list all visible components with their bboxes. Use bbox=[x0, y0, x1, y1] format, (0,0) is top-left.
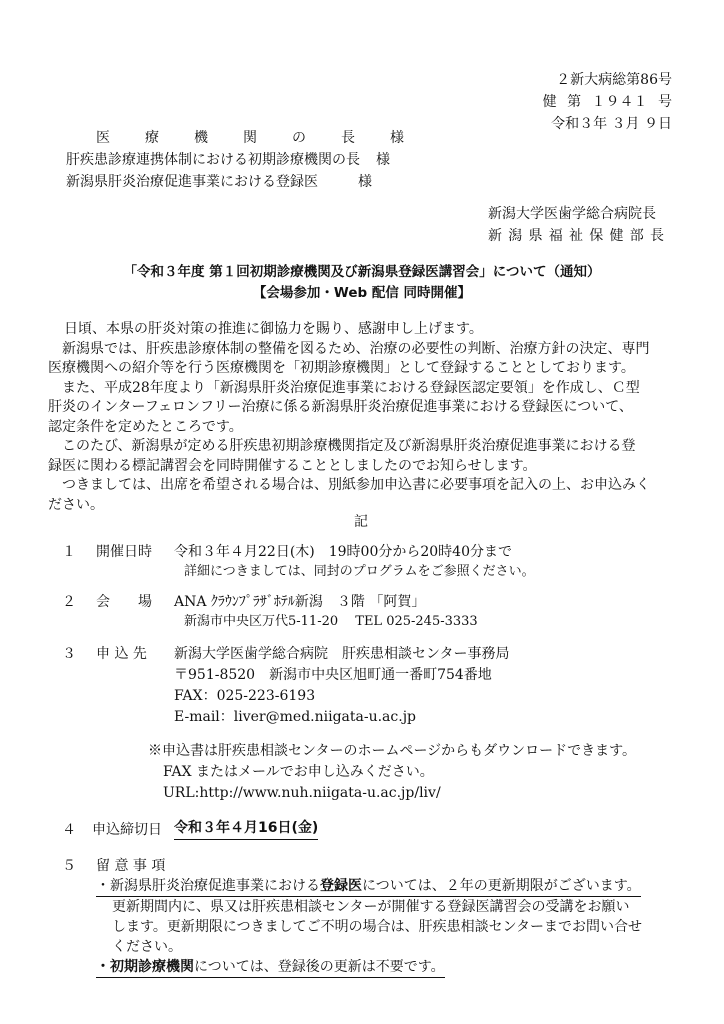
deadline-date: 令和３年４月16日(金) bbox=[174, 818, 318, 840]
body-p5a: つきましては、出席を希望される場合は、別紙参加申込書に必要事項を記入の上、お申込みく bbox=[62, 477, 650, 493]
notice-title: 「令和３年度 第１回初期診療機関及び新潟県登録医講習会」について（通知） bbox=[123, 264, 601, 280]
item-3-fax: FAX：025-223-6193 bbox=[174, 688, 316, 704]
item-3-number: ３ bbox=[62, 646, 76, 662]
item-1-number: １ bbox=[62, 544, 76, 560]
recipient-1: 医 療 機 関 の 長 様 bbox=[96, 130, 404, 146]
body-p3a: また、平成28年度より「新潟県肝炎治療促進事業における登録医認定要領」を作成し、Ｃ型 bbox=[62, 379, 640, 396]
item-1-sub: 詳細につきましては、同封のプログラムをご参照ください。 bbox=[184, 564, 535, 579]
note-download: ※申込書は肝疾患相談センターのホームページからもダウンロードできます。 bbox=[148, 743, 637, 759]
note-bullet-1: ・新潟県肝炎治療促進事業における登録医については、２年の更新期限がございます。 bbox=[96, 876, 641, 897]
note-apply: FAX またはメールでお申し込みください。 bbox=[163, 764, 434, 780]
notice-subtitle: 【会場参加・Web 配信 同時開催】 bbox=[252, 285, 472, 301]
item-3-line-1: 新潟大学医歯学総合病院 肝疾患相談センター事務局 bbox=[174, 646, 510, 662]
body-p4b: 録医に関わる標記講習会を同時開催することとしましたのでお知らせします。 bbox=[48, 457, 537, 474]
item-1-value: 令和３年４月22日(木) 19時00分から20時40分まで bbox=[174, 544, 512, 560]
document-number: ２新大病総第86号 bbox=[556, 72, 672, 88]
body-p4a: このたび、新潟県が定める肝疾患初期診療機関指定及び新潟県肝炎治療促進事業における登 bbox=[62, 438, 636, 454]
recipient-2: 肝疾患診療連携体制における初期診療機関の長 様 bbox=[66, 152, 390, 168]
body-p2b: 医療機関への紹介等を行う医療機関を「初期診療機関」として登録することとしております。 bbox=[48, 360, 635, 376]
item-2-label: 会 場 bbox=[96, 594, 152, 610]
note-bullet-1-cont-1: 更新期間内に、県又は肝疾患相談センターが開催する登録医講習会の受講をお願い bbox=[112, 899, 630, 915]
note-url: URL:http://www.nuh.niigata-u.ac.jp/liv/ bbox=[163, 785, 441, 801]
item-2-sub: 新潟市中央区万代5-11-20 TEL 025-245-3333 bbox=[184, 614, 478, 629]
item-3-line-2: 〒951-8520 新潟市中央区旭町通一番町754番地 bbox=[174, 667, 492, 683]
sender-2: 新 潟 県 福 祉 保 健 部 長 bbox=[488, 228, 664, 244]
item-2-value: ANA ｸﾗｳﾝﾌﾟﾗｻﾞﾎﾃﾙ新潟 ３階 「阿賀」 bbox=[174, 594, 426, 610]
note-bullet-1-cont-2: します。更新期限につきましてご不明の場合は、肝疾患相談センターまでお問い合せ bbox=[112, 919, 643, 935]
item-5-number: ５ bbox=[62, 858, 76, 874]
body-p5b: ださい。 bbox=[48, 496, 104, 513]
item-4-number: ４ bbox=[62, 822, 76, 838]
item-3-email: E-mail：liver@med.niigata-u.ac.jp bbox=[174, 709, 416, 725]
item-5-label: 留 意 事 項 bbox=[96, 858, 166, 874]
item-1-label: 開催日時 bbox=[96, 544, 152, 560]
body-text bbox=[48, 320, 672, 515]
control-number: 健 第 １９４１ 号 bbox=[542, 94, 672, 110]
body-p2a: 新潟県では、肝疾患診療体制の整備を図るため、治療の必要性の判断、治療方針の決定、専門 bbox=[62, 340, 650, 357]
note-bullet-2: ・初期診療機関については、登録後の更新は不要です。 bbox=[96, 957, 445, 978]
ki-mark: 記 bbox=[354, 514, 368, 530]
item-3-label: 申 込 先 bbox=[96, 646, 147, 662]
item-4-label: 申込締切日 bbox=[92, 822, 162, 838]
note-bullet-1-cont-3: ください。 bbox=[112, 939, 182, 955]
recipient-3: 新潟県肝炎治療促進事業における登録医 様 bbox=[66, 174, 372, 190]
body-p3b: 肝炎のインターフェロンフリー治療に係る新潟県肝炎治療促進事業における登録医について、 bbox=[48, 399, 633, 415]
document-date: 令和３年 ３月 ９日 bbox=[551, 116, 672, 132]
body-p3c: 認定条件を定めたところです。 bbox=[48, 418, 243, 435]
sender-1: 新潟大学医歯学総合病院長 bbox=[488, 206, 656, 222]
body-p1: 日頃、本県の肝炎対策の推進に御協力を賜り、感謝申し上げます。 bbox=[64, 321, 483, 337]
item-2-number: ２ bbox=[62, 594, 76, 610]
